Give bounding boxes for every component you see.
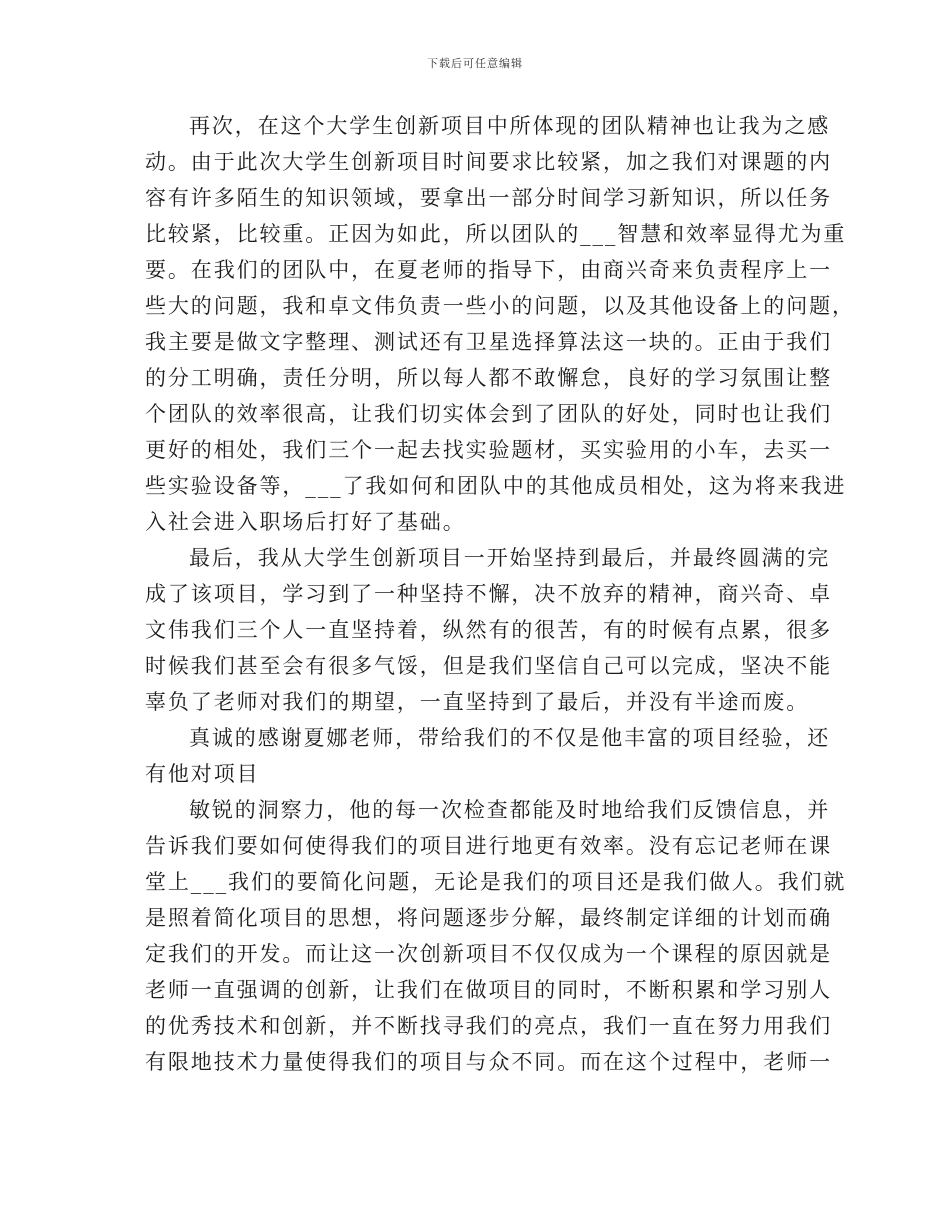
- text-line: 告诉我们要如何使得我们的项目进行地更有效率。没有忘记老师在课: [145, 834, 832, 858]
- text-line: 个团队的效率很高，让我们切实体会到了团队的好处，同时也让我们: [145, 402, 832, 426]
- text-line: 入社会进入职场后打好了基础。: [145, 510, 466, 534]
- text-line: 成了该项目，学习到了一种坚持不懈，决不放弃的精神，商兴奇、卓: [145, 582, 832, 606]
- text-line: 的分工明确，责任分明，所以每人都不敢懈怠，良好的学习氛围让整: [145, 366, 832, 390]
- text-line: 有限地技术力量使得我们的项目与众不同。而在这个过程中，老师一: [145, 1050, 832, 1074]
- text-line: 有他对项目: [145, 762, 260, 786]
- text-line: 再次，在这个大学生创新项目中所体现的团队精神也让我为之感: [189, 114, 831, 138]
- text-line: 时候我们甚至会有很多气馁，但是我们坚信自己可以完成，坚决不能: [145, 654, 832, 678]
- text-line: 要。在我们的团队中，在夏老师的指导下，由商兴奇来负责程序上一: [145, 258, 832, 282]
- text-line: 辜负了老师对我们的期望，一直坚持到了最后，并没有半途而废。: [145, 690, 810, 714]
- paragraph: [145, 108, 855, 540]
- text-line: 定我们的开发。而让这一次创新项目不仅仅成为一个课程的原因就是: [145, 942, 832, 966]
- text-line: 比较紧，比较重。正因为如此，所以团队的___智慧和效率显得尤为重: [145, 222, 847, 246]
- paragraph: [145, 540, 832, 720]
- text-line: 我主要是做文字整理、测试还有卫星选择算法这一块的。正由于我们: [145, 330, 832, 354]
- paragraph: [145, 720, 831, 792]
- text-line: 堂上___我们的要简化问题，无论是我们的项目还是我们做人。我们就: [145, 870, 847, 894]
- text-line: 的优秀技术和创新，并不断找寻我们的亮点，我们一直在努力用我们: [145, 1014, 832, 1038]
- text-line: 敏锐的洞察力，他的每一次检查都能及时地给我们反馈信息，并: [189, 798, 831, 822]
- header-note: 下载后可任意编辑: [427, 57, 523, 70]
- text-line: 是照着简化项目的思想，将问题逐步分解，最终制定详细的计划而确: [145, 906, 832, 930]
- text-line: 真诚的感谢夏娜老师，带给我们的不仅是他丰富的项目经验，还: [189, 726, 831, 750]
- text-line: 最后，我从大学生创新项目一开始坚持到最后，并最终圆满的完: [189, 546, 831, 570]
- document-body: [145, 108, 855, 1080]
- text-line: 些大的问题，我和卓文伟负责一些小的问题，以及其他设备上的问题，: [145, 294, 855, 318]
- paragraph: [145, 792, 847, 1080]
- text-line: 动。由于此次大学生创新项目时间要求比较紧，加之我们对课题的内: [145, 150, 832, 174]
- text-line: 文伟我们三个人一直坚持着，纵然有的很苦，有的时候有点累，很多: [145, 618, 832, 642]
- text-line: 容有许多陌生的知识领域，要拿出一部分时间学习新知识，所以任务: [145, 186, 832, 210]
- text-line: 些实验设备等，___了我如何和团队中的其他成员相处，这为将来我进: [145, 474, 847, 498]
- text-line: 老师一直强调的创新，让我们在做项目的同时，不断积累和学习别人: [145, 978, 832, 1002]
- text-line: 更好的相处，我们三个一起去找实验题材，买实验用的小车，去买一: [145, 438, 832, 462]
